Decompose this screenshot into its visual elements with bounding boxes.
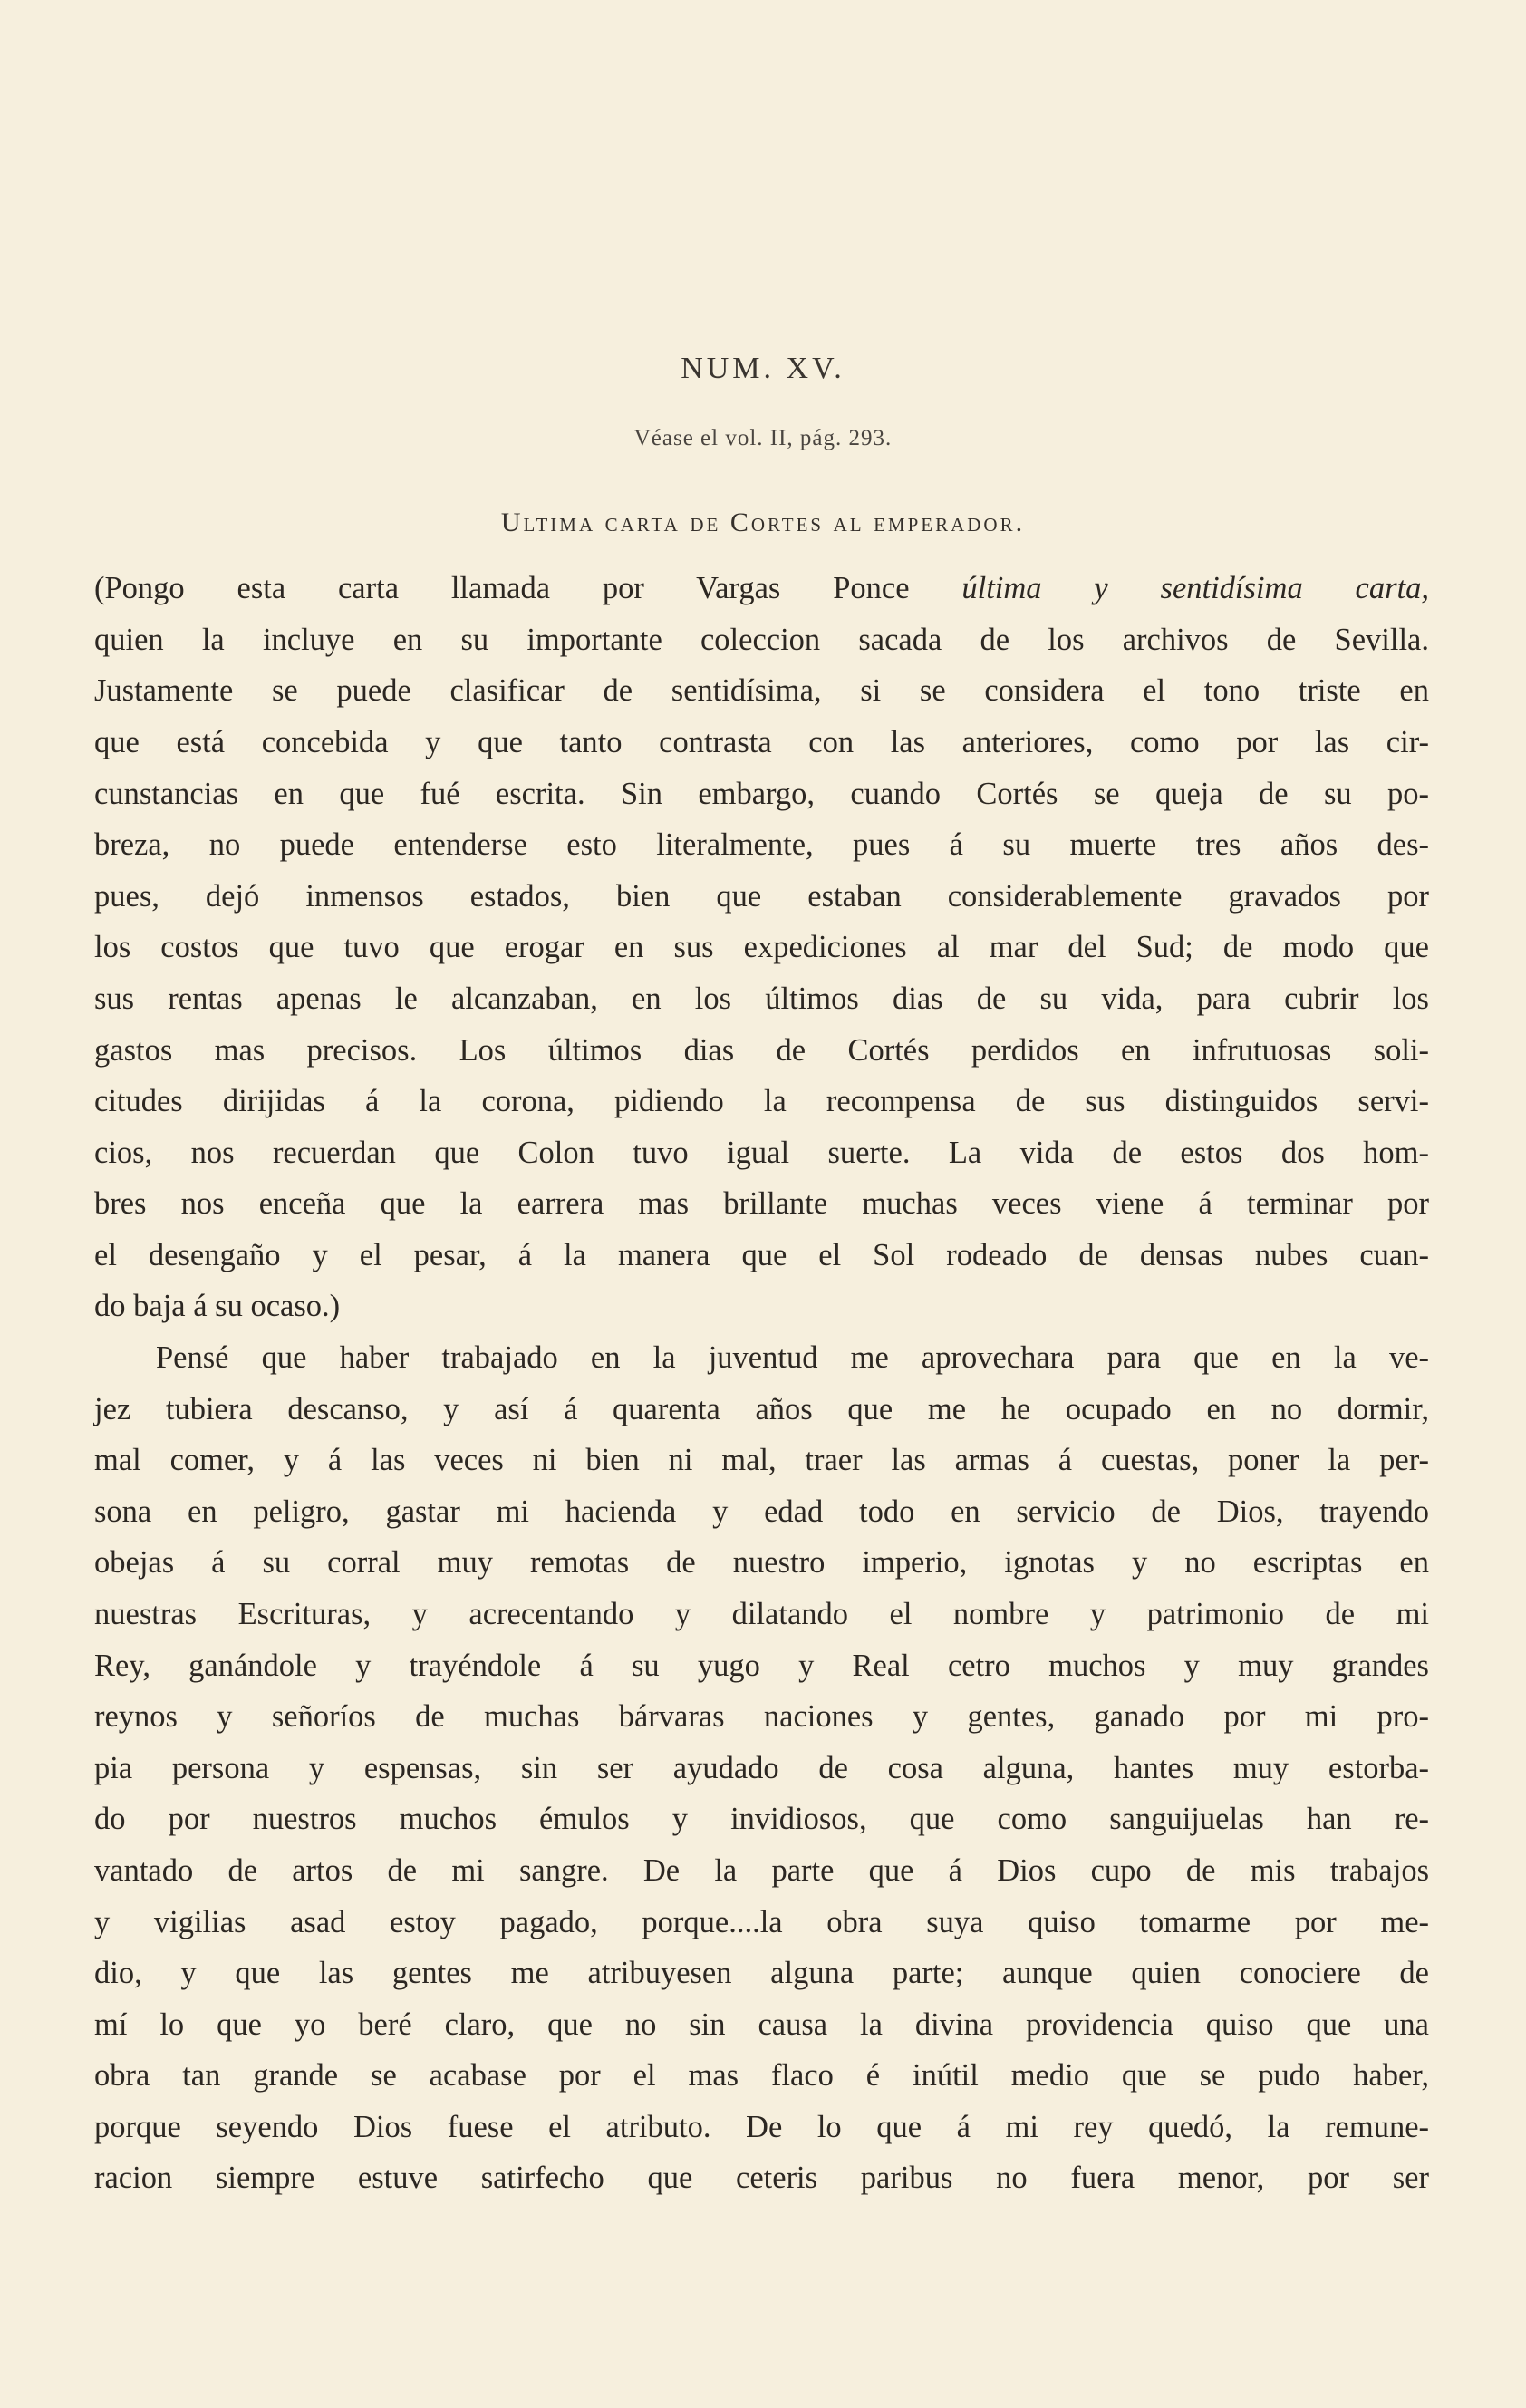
text-line: racion siempre estuve satirfecho que ceteris paribus no fuera menor, por ser	[94, 2161, 1429, 2195]
text-line: quien la incluye en su importante coleccion sacada de los archivos de Sevilla.	[94, 623, 1429, 657]
text-line: gastos mas precisos. Los últimos dias de Cortés perdidos en infrutuosas soli-	[94, 1033, 1429, 1068]
section-number: NUM. XV.	[681, 352, 845, 385]
text-line: mal comer, y á las veces ni bien ni mal, traer las armas á cuestas, poner la per-	[94, 1443, 1429, 1477]
text-line: cunstancias en que fué escrita. Sin embargo, cuando Cortés se queja de su po-	[94, 777, 1429, 811]
document-title: Ultima carta de Cortes al emperador.	[500, 508, 1026, 537]
text-line: sona en peligro, gastar mi hacienda y edad todo en servicio de Dios, trayendo	[94, 1494, 1429, 1529]
text-line: nuestras Escrituras, y acrecentando y dilatando el nombre y patrimonio de mi	[94, 1597, 1429, 1631]
text-line: pues, dejó inmensos estados, bien que estaban considerablemente gravados por	[94, 879, 1429, 914]
text-line: el desengaño y el pesar, á la manera que el Sol rodeado de densas nubes cuan-	[94, 1238, 1429, 1272]
text-line: (Pongo esta carta llamada por Vargas Ponce última y sentidísima carta,	[94, 571, 1429, 605]
text-line: jez tubiera descanso, y así á quarenta años que me he ocupado en no dormir,	[94, 1392, 1429, 1426]
text-line: cios, nos recuerdan que Colon tuvo igual suerte. La vida de estos dos hom-	[94, 1136, 1429, 1170]
text-line: obejas á su corral muy remotas de nuestro imperio, ignotas y no escriptas en	[94, 1545, 1429, 1580]
volume-reference: Véase el vol. II, pág. 293.	[633, 426, 893, 450]
text-line: vantado de artos de mi sangre. De la parte que á Dios cupo de mis trabajos	[94, 1853, 1429, 1888]
text-line: citudes dirijidas á la corona, pidiendo la recompensa de sus distinguidos servi-	[94, 1084, 1429, 1118]
text-line: obra tan grande se acabase por el mas flaco é inútil medio que se pudo haber,	[94, 2058, 1429, 2093]
text-line: do baja á su ocaso.)	[94, 1289, 341, 1323]
text-line: Rey, ganándole y trayéndole á su yugo y Real cetro muchos y muy grandes	[94, 1649, 1429, 1683]
text-line: bres nos enceña que la earrera mas brillante muchas veces viene á terminar por	[94, 1186, 1429, 1221]
text-line: porque seyendo Dios fuese el atributo. De lo que á mi rey quedó, la remune-	[94, 2110, 1429, 2144]
text-line: reynos y señoríos de muchas bárvaras naciones y gentes, ganado por mi pro-	[94, 1699, 1429, 1734]
text-line: Pensé que haber trabajado en la juventud me aprovechara para que en la ve-	[156, 1340, 1429, 1375]
text-line: los costos que tuvo que erogar en sus expediciones al mar del Sud; de modo que	[94, 930, 1429, 964]
text-line: y vigilias asad estoy pagado, porque....la obra suya quiso tomarme por me-	[94, 1905, 1429, 1939]
text-line: breza, no puede entenderse esto literalmente, pues á su muerte tres años des-	[94, 827, 1429, 862]
text-line: dio, y que las gentes me atribuyesen alguna parte; aunque quien conociere de	[94, 1956, 1429, 1990]
text-line: que está concebida y que tanto contrasta con las anteriores, como por las cir-	[94, 725, 1429, 759]
text-line: sus rentas apenas le alcanzaban, en los últimos dias de su vida, para cubrir los	[94, 982, 1429, 1016]
text-line: mí lo que yo beré claro, que no sin causa la divina providencia quiso que una	[94, 2007, 1429, 2042]
text-line: do por nuestros muchos émulos y invidiosos, que como sanguijuelas han re-	[94, 1802, 1429, 1836]
text-line: Justamente se puede clasificar de sentidísima, si se considera el tono triste en	[94, 673, 1429, 708]
text-line: pia persona y espensas, sin ser ayudado de cosa alguna, hantes muy estorba-	[94, 1751, 1429, 1785]
